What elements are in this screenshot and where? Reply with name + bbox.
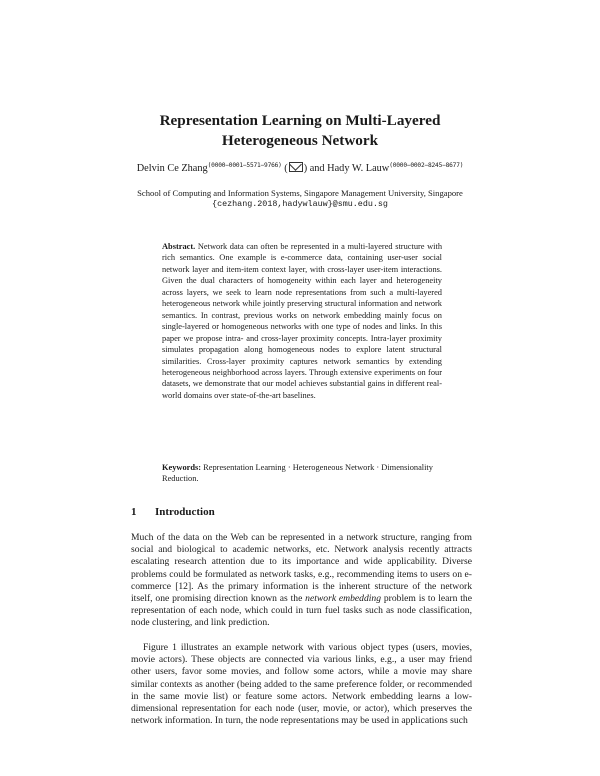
section-title: Introduction [155,506,215,518]
keywords-text: Representation Learning · Heterogeneous Network · Dimensionality Reduction. [162,463,433,484]
author-2-orcid: (0000−0002−8245−8677) [389,162,464,169]
keywords-label: Keywords: [162,463,202,472]
author-2-name: and Hady W. Lauw [309,163,390,174]
author-line: Delvin Ce Zhang$^{(0000-0001-5571-9766)}$ ( ) and Hady W. Lauw$^{(0000-0002-8245-8677)}$ [136,162,464,174]
email: {cezhang.2018,hadywlauw}@smu.edu.sg [212,199,388,209]
author-1-orcid: (0000−0001−5571−9766) [207,162,282,169]
author-1-name: Delvin Ce Zhang [136,163,208,174]
title-line-2: Heterogeneous Network [221,132,379,149]
intro-p2-text: Figure 1 illustrates an example network with various object types (users, movies, movie actors). These objects are connected via various links, e.g., a user may friend other users, favor some movies, and follow some actors, while a movie may share similar contexts as another (being added to the same preference folder, or recommended in the same movie list) or feature some actors. Network embedding learns a low-dimensional representation for each node (user, movie, or actor), which preserves the network information. In turn, the node representations may be used in applications such [131,642,472,727]
intro-paragraph-1 [131,532,472,630]
affiliation-block [0,188,600,210]
intro-p1-italic: network embedding [305,593,382,605]
section-number: 1 [131,506,137,518]
abstract-label: Abstract. [162,242,196,251]
paper-title [0,111,600,151]
abstract-text: Network data can often be represented in a multi-layered structure with rich semantics. One example is e-commerce data, containing user-user social network layer and item-item context layer, with cross-layer user-item interactions. Given the dual characters of homogeneity within each layer and heterogeneity across layers, we seek to learn node representations from such a multi-layered heterogeneous network while jointly preserving structural information and network semantics. In contrast, previous works on network embedding mainly focus on single-layered or homogeneous networks with one type of nodes and links. In this paper we propose intra- and cross-layer proximity concepts. Intra-layer proximity simulates propagation along homogeneous nodes to explore latent structural similarities. Cross-layer proximity captures network semantics by extending heterogeneous neighborhood across layers. Through extensive experiments on four datasets, we demonstrate that our model achieves substantial gains in different real-world domains over state-of-the-art baselines. [162,242,443,400]
section-heading [131,506,215,518]
intro-paragraph-2 [131,642,472,727]
envelope-icon [289,162,303,172]
intro-p1-end: problem is to learn the representation of each node, which could in turn fuel tasks such as node classification, node clustering, and link prediction. [131,593,472,629]
keywords [162,462,442,485]
affiliation: School of Computing and Information Systems, Singapore Management University, Singapore [137,188,463,198]
title-line-1: Representation Learning on Multi-Layered [159,112,441,129]
intro-p1-text: Much of the data on the Web can be represented in a network structure, ranging from social and biological to academic networks, etc. Network analysis recently attracts escalating research attention due to its importance and wide applicability. Diverse problems could be formulated as network tasks, e.g., recommending items to users on e-commerce [12]. As the primary information is the inherent structure of the network itself, one promising direction known as the [131,532,472,605]
abstract [162,241,442,401]
